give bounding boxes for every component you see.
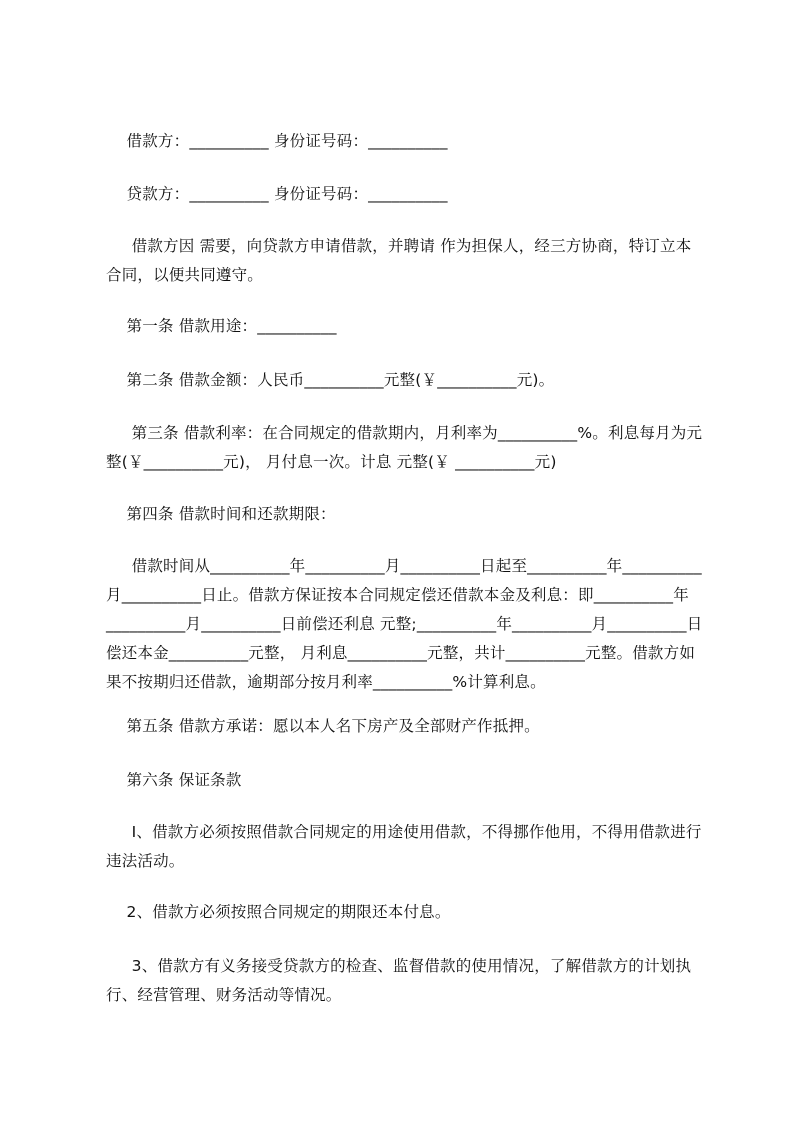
article-6-clause-3: 3、借款方有义务接受贷款方的检查、监督借款的使用情况，了解借款方的计划执行、经营管理、财务活动等情况。 (106, 957, 692, 1004)
borrower-line: 借款方：__________ 身份证号码：__________ (106, 132, 448, 150)
article-4-heading: 第四条 借款时间和还款期限： (106, 505, 336, 523)
preamble-paragraph: 借款方因 需要，向贷款方申请借款，并聘请 作为担保人，经三方协商，特订立本合同，以便共同遵守。 (106, 237, 692, 284)
article-6-heading: 第六条 保证条款 (106, 771, 242, 789)
article-5: 第五条 借款方承诺：愿以本人名下房产及全部财产作抵押。 (106, 717, 540, 735)
article-6-clause-1: Ⅰ、借款方必须按照借款合同规定的用途使用借款，不得挪作他用，不得用借款进行违法活动。 (106, 823, 702, 870)
article-2: 第二条 借款金额：人民币__________元整(￥__________元)。 (106, 371, 555, 389)
article-6-clause-2: 2、借款方必须按照合同规定的期限还本付息。 (106, 903, 451, 921)
lender-line: 贷款方：__________ 身份证号码：__________ (106, 185, 448, 203)
article-3: 第三条 借款利率：在合同规定的借款期内，月利率为__________%。利息每月为元整(￥__________元)， 月付息一次。计息 元整(￥ __________元) (106, 424, 703, 471)
article-4-body: 借款时间从__________年__________月__________日起至__________年__________月__________日止。借款方保证按本合同规定偿还借款本金及利息：即__________年__________月__________日前偿还利息 元整;__________年__________月__________日偿还本金__________元整， 月利息__________元整，共计__________元整。借款方如果不按期归还借款，逾期部分按月利率__________%计算利息。 (106, 557, 703, 691)
article-1: 第一条 借款用途：__________ (106, 317, 337, 335)
